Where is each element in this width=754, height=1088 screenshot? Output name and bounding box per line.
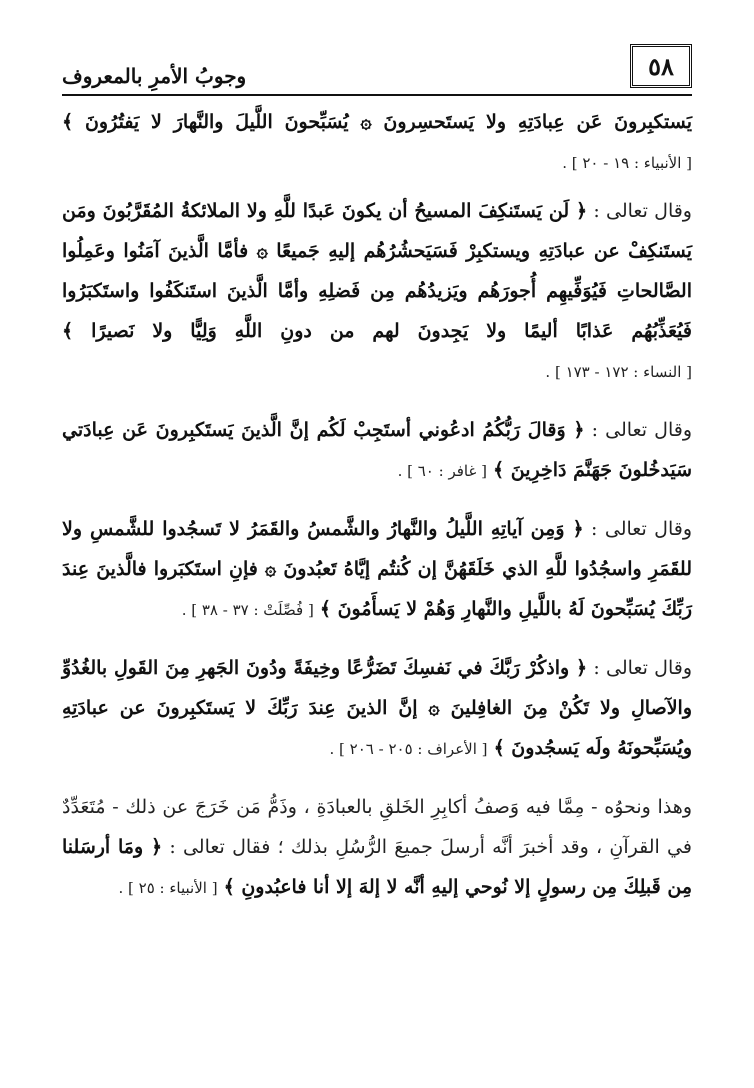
paragraph-2 <box>62 191 692 392</box>
paragraph-5 <box>62 648 692 769</box>
book-page <box>62 38 692 1058</box>
quran-verse: ﴿ ومَا أرسَلنا مِن قَبلِكَ مِن رسولٍ إلا نُوحي إليهِ أنَّه لا إلهَ إلا أنا فاعبُدونِ ﴾ <box>62 836 692 898</box>
paragraph-4 <box>62 509 692 630</box>
intro-text: وقال تعالى : <box>583 518 692 540</box>
intro-text: وقال تعالى : <box>587 200 692 222</box>
quran-verse: يَستكبِرونَ عَن عِبادَتِهِ ولا يَستَحسِرونَ ۞ يُسَبِّحونَ اللَّيلَ والنَّهارَ لا يَفتُرُونَ ﴾ <box>62 111 692 133</box>
paragraph-6 <box>62 787 692 908</box>
paragraph-3 <box>62 410 692 491</box>
intro-text: وهذا ونحوُه - مِمَّا فيه وَصفُ أكابِرِ الخَلقِ بالعبادَةِ ، وذَمُّ مَن خَرَجَ عن ذلك - مُتَعَدِّدٌ في القرآنِ ، وقد أخبرَ أنَّه أرسلَ جميعَ الرُّسُلِ بذلك ؛ فقال تعالى : <box>62 796 692 858</box>
quran-verse: ﴿ واذكُرْ رَبَّكَ في نَفسِكَ تَضَرُّعًا وخِيفَةً ودُونَ الجَهرِ مِنَ القَولِ بالغُدُوِّ والآصالِ ولا تَكُنْ مِنَ الغافِلينَ ۞ إنَّ الذينَ عِندَ رَبِّكَ لا يَستَكبِرونَ عن عبادَتِهِ ويُسَبِّحونَهُ ولَه يَسجُدونَ ﴾ <box>62 657 692 759</box>
running-title: وجوبُ الأمرِ بالمعروف <box>62 64 247 88</box>
paragraph-1 <box>62 102 692 183</box>
verse-reference: [ الأعراف : ٢٠٥ - ٢٠٦ ] . <box>329 740 488 758</box>
page-header <box>62 38 692 96</box>
intro-text: وقال تعالى : <box>584 419 693 441</box>
verse-reference: [ غافر : ٦٠ ] . <box>397 462 487 480</box>
verse-reference: [ الأنبياء : ١٩ - ٢٠ ] . <box>562 154 692 172</box>
intro-text: وقال تعالى : <box>587 657 692 679</box>
quran-verse: ﴿ وَقالَ رَبُّكُمُ ادعُوني أستَجِبْ لَكُم إنَّ الَّذينَ يَستَكبِرونَ عَن عِبادَتي سَيَدخُلونَ جَهَنَّمَ دَاخِرِينَ ﴾ <box>62 419 692 481</box>
page-number: ٥٨ <box>630 44 692 88</box>
quran-verse: ﴿ لَن يَستَنكِفَ المسيحُ أن يكونَ عَبدًا للَّهِ ولا الملائكةُ المُقَرَّبُونَ ومَن يَستَنكِفْ عن عبادَتِهِ ويستكبِرْ فَسَيَحشُرُهُم إليهِ جَميعًا ۞ فأمَّا الَّذينَ آمَنُوا وعَمِلُوا الصَّالحاتِ فَيُوَفِّيهِم أُجورَهُم ويَزيدُهُم مِن فَضلِهِ وأمَّا الَّذينَ استَنكَفُوا واستَكبَرُوا فَيُعَذِّبُهُم عَذابًا أليمًا ولا يَجِدونَ لهم من دونِ اللَّهِ وَلِيًّا ولا نَصيرًا ﴾ <box>62 200 692 342</box>
page-content <box>62 102 692 908</box>
verse-reference: [ الأنبياء : ٢٥ ] . <box>118 879 218 897</box>
verse-reference: [ النساء : ١٧٢ - ١٧٣ ] . <box>545 363 692 381</box>
quran-verse: ﴿ وَمِن آياتِهِ اللَّيلُ والنَّهارُ والشَّمسُ والقَمَرُ لا تَسجُدوا للشَّمسِ ولا للقَمَرِ واسجُدُوا للَّهِ الذي خَلَقَهُنَّ إن كُنتُم إيَّاهُ تَعبُدونَ ۞ فإنِ استَكبَروا فالَّذينَ عِندَ رَبِّكَ يُسَبِّحونَ لَهُ باللَّيلِ والنَّهارِ وَهُمْ لا يَسأَمُونَ ﴾ <box>62 518 692 620</box>
verse-reference: [ فُصِّلَتْ : ٣٧ - ٣٨ ] . <box>181 601 314 619</box>
